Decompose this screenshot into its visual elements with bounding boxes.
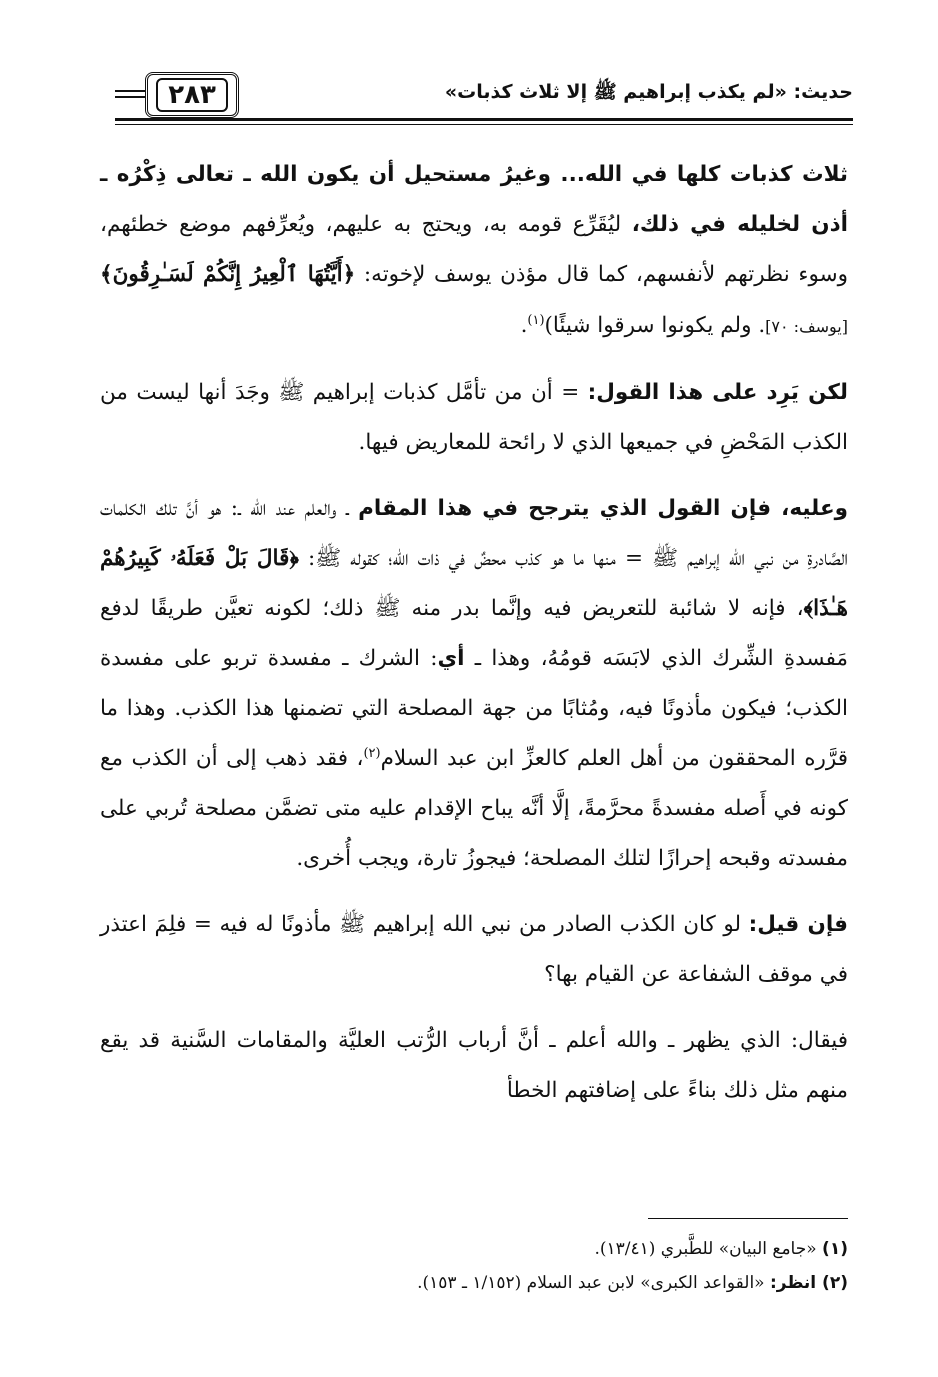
footnote-1 bbox=[100, 1232, 848, 1266]
header-title: حديث: «لم يكذب إبراهيم ﷺ إلا ثلاث كذبات» bbox=[444, 81, 853, 103]
footnote-separator bbox=[648, 1218, 848, 1219]
p1-period: . bbox=[520, 313, 528, 338]
header-rule bbox=[115, 118, 853, 125]
p2-text: = أن من تأمَّل كذبات إبراهيم ﷺ وجَدَ أنها ليست من الكذب المَحْضِ في جميعها الذي لا رائحة للمعاريض فيها. bbox=[100, 380, 848, 455]
page-number-frame bbox=[145, 72, 239, 118]
paragraph-5 bbox=[100, 1016, 848, 1116]
p3-text-3: : الشرك ـ مفسدة تربو على مفسدة الكذب؛ فيكون مأذونًا فيه، ومُثابًا من جهة المصلحة التي تضمنها هذا الكذب. وهذا ما قرَّره المحققون من أهل العلم كالعزِّ ابن عبد السلام bbox=[100, 646, 848, 771]
p2-lead: لكن يَرِد على هذا القول: bbox=[587, 380, 848, 405]
p4-lead: فإن قيل: bbox=[748, 912, 848, 937]
paragraph-3 bbox=[100, 484, 848, 884]
p1-quran-verse: ﴿أَيَّتُهَا ٱلْعِيرُ إِنَّكُمْ لَسَـٰرِقُونَ﴾ bbox=[100, 262, 356, 287]
p3-ay: أي bbox=[437, 646, 465, 671]
page-number: ٢٨٣ bbox=[156, 78, 228, 112]
footnote-ref-2[interactable]: (٢) bbox=[363, 745, 381, 761]
paragraph-2 bbox=[100, 368, 848, 468]
p1-text-end: . ولم يكونوا سرقوا شيئًا) bbox=[544, 313, 766, 338]
footnote-1-number: (١) bbox=[822, 1239, 848, 1259]
p1-bold-phrase: ثلاث كذبات كلها في الله... وغيرُ مستحيل أن يكون الله ـ تعالى ذِكْرُه ـ أذن لخليله في ذلك، bbox=[100, 162, 848, 237]
p3-lead: وعليه، فإن القول الذي يترجح في هذا المقام bbox=[358, 496, 848, 521]
p3-text-2: ، فإنه لا شائبة للتعريض فيه وإنَّما بدر منه ﷺ ذلك؛ لكونه تعيَّن طريقًا لدفع مَفسدةِ الشِّرك الذي لابَسَه قومُهُ، وهذا ـ bbox=[100, 596, 848, 671]
p1-text: ليُقَرِّع قومه به، ويحتج به عليهم، ويُعرِّفهم موضع خطئهم، وسوء نظرتهم لأنفسهم، كما قال مؤذن يوسف لإخوته: bbox=[100, 212, 848, 287]
p3-text-4: ، فقد ذهب إلى أن الكذب مع كونه في أَصله مفسدةً محرَّمةً، إلَّا أنَّه يباح الإقدام عليه متى تضمَّن مصلحة تُربي على مفسدته وقبحه إحرازًا لتلك المصلحة؛ فيجوزُ تارة، ويجب أُخرى. bbox=[100, 746, 848, 871]
paragraph-4 bbox=[100, 900, 848, 1000]
footnote-2-number: (٢) bbox=[822, 1273, 848, 1293]
header-ornament-rule bbox=[115, 90, 145, 98]
p1-verse-reference: [يوسف: ٧٠] bbox=[765, 317, 848, 336]
footnote-ref-1[interactable]: (١) bbox=[527, 312, 545, 328]
footnote-2 bbox=[100, 1266, 848, 1300]
footnotes bbox=[100, 1232, 848, 1300]
footnote-1-text: «جامع البيان» للطَّبري (١٣/٤١). bbox=[594, 1239, 823, 1259]
footnote-2-lead: انظر: bbox=[769, 1273, 823, 1293]
p3-quran-verse: ﴿قَالَ بَلْ فَعَلَهُۥ كَبِيرُهُمْ هَـٰذَا﴾ bbox=[100, 546, 848, 621]
footnote-2-text: «القواعد الكبرى» لابن عبد السلام (١/١٥٢ ـ ١٥٣). bbox=[417, 1273, 770, 1293]
running-header bbox=[115, 70, 853, 126]
p3-text-1: ـ والعلم عند الله ـ: هو أنَّ تلك الكلمات الصَّادرةِ من نبي الله إبراهيم ﷺ = منها ما هو كذب محضٌ في ذات الله؛ كقوله ﷺ: bbox=[100, 496, 848, 571]
paragraph-1 bbox=[100, 150, 848, 352]
body-text bbox=[100, 150, 848, 1132]
p5-text: فيقال: الذي يظهر ـ والله أعلم ـ أنَّ أرباب الرُّتب العليَّة والمقامات السَّنية قد يقع منهم مثل ذلك بناءً على إضافتهم الخطأ bbox=[100, 1028, 848, 1103]
p4-text: لو كان الكذب الصادر من نبي الله إبراهيم ﷺ مأذونًا له فيه = فلِمَ اعتذر في موقف الشفاعة عن القيام بها؟ bbox=[100, 912, 848, 987]
